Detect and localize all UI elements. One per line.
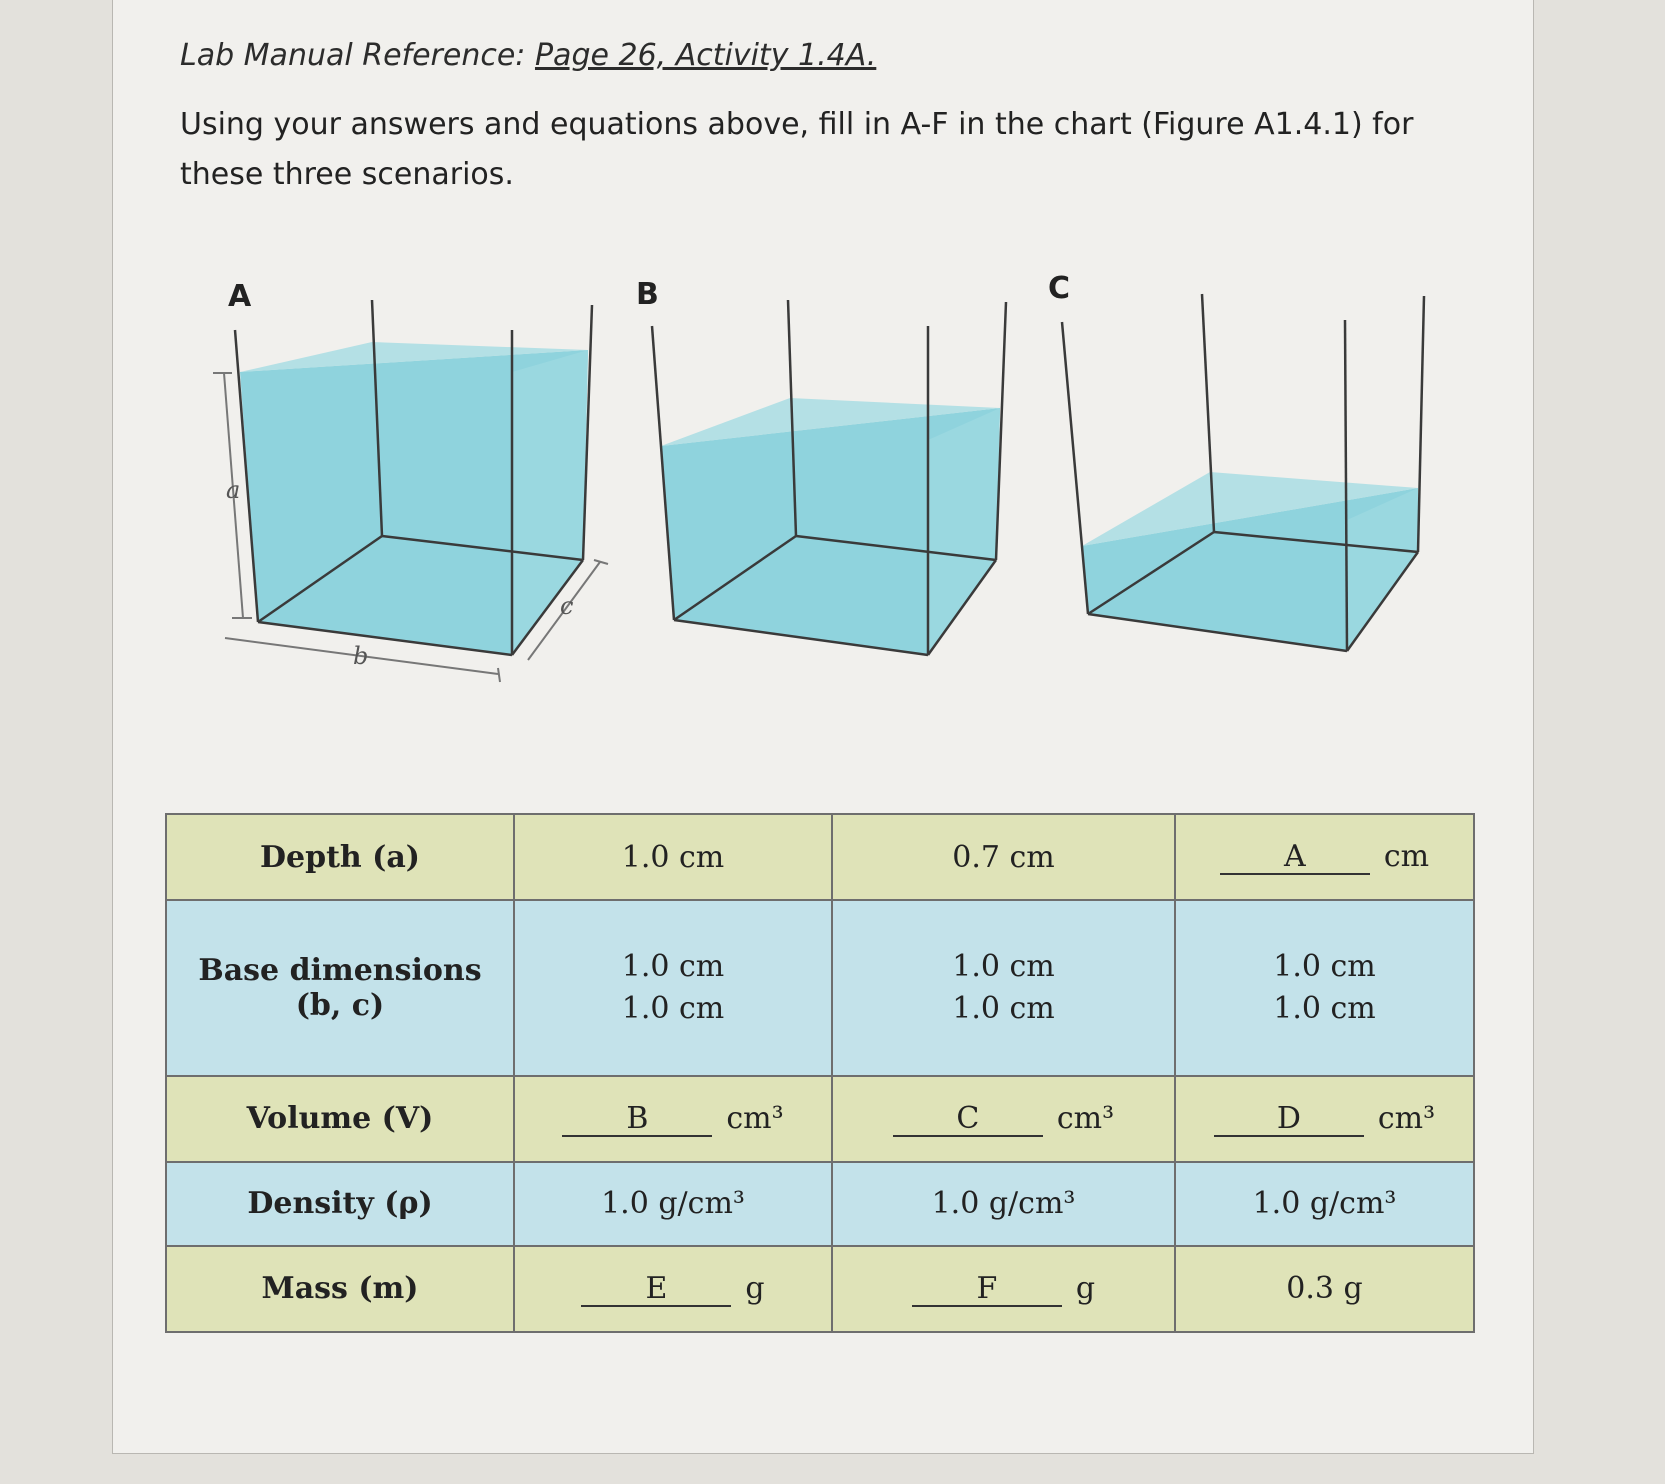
table-row-density — [166, 1162, 1474, 1246]
cell-line: 1.0 cm — [952, 948, 1055, 984]
unit-label: cm³ — [726, 1100, 784, 1136]
answer-cell-c — [832, 1076, 1175, 1162]
table-cell: 1.0 cm — [514, 814, 832, 900]
unit-label: g — [1075, 1270, 1096, 1306]
table-cell: 1.0 g/cm³ — [514, 1162, 832, 1246]
unit-label: cm³ — [1377, 1100, 1436, 1136]
answer-cell-e — [514, 1246, 832, 1332]
answer-blank-d[interactable]: D — [1214, 1102, 1364, 1137]
table-row-depth — [166, 814, 1474, 900]
row-label: Depth (a) — [166, 814, 514, 900]
row-label: Base dimensions (b, c) — [166, 900, 514, 1076]
table-cell: 0.7 cm — [832, 814, 1175, 900]
unit-label: cm³ — [1056, 1100, 1115, 1136]
row-label: Density (ρ) — [166, 1162, 514, 1246]
reference-prefix: Lab Manual Reference: — [180, 38, 526, 73]
table-cell — [1175, 900, 1474, 1076]
answer-blank-b[interactable]: B — [562, 1102, 712, 1137]
tank-b — [636, 277, 1006, 655]
cell-line: 1.0 cm — [952, 990, 1055, 1026]
cell-line: 1.0 cm — [1273, 990, 1376, 1026]
water-side-b — [928, 408, 1000, 655]
table-row-volume — [166, 1076, 1474, 1162]
dimension-label-c: c — [560, 592, 574, 620]
data-chart — [165, 813, 1475, 1333]
answer-cell-d — [1175, 1076, 1474, 1162]
table-cell: 1.0 g/cm³ — [1175, 1162, 1474, 1246]
tank-label-c: C — [1048, 271, 1071, 306]
tank-label-a: A — [228, 279, 252, 314]
answer-cell-f — [832, 1246, 1175, 1332]
answer-blank-e[interactable]: E — [581, 1272, 731, 1307]
tank-c — [1048, 271, 1424, 651]
row-label: Mass (m) — [166, 1246, 514, 1332]
dimension-label-a: a — [226, 476, 241, 504]
cell-line: 1.0 cm — [621, 948, 725, 984]
answer-blank-f[interactable]: F — [912, 1272, 1062, 1307]
instructions-text: Using your answers and equations above, fill in A-F in the chart (Figure A1.4.1) for these three scenarios. — [180, 107, 1414, 192]
table-row-mass — [166, 1246, 1474, 1332]
unit-label: g — [745, 1270, 765, 1306]
water-side-a — [512, 350, 588, 655]
answer-cell-a — [1175, 814, 1474, 900]
dimension-label-b: b — [353, 642, 369, 670]
answer-blank-c[interactable]: C — [893, 1102, 1043, 1137]
cell-line: 1.0 cm — [621, 990, 725, 1026]
table-cell: 1.0 g/cm³ — [832, 1162, 1175, 1246]
answer-blank-a[interactable]: A — [1220, 840, 1370, 875]
unit-label: cm — [1383, 839, 1430, 874]
table-cell — [832, 900, 1175, 1076]
cell-line: 1.0 cm — [1273, 948, 1376, 984]
answer-cell-b — [514, 1076, 832, 1162]
row-label: Volume (V) — [166, 1076, 514, 1162]
tank-a — [213, 279, 608, 682]
tank-label-b: B — [636, 277, 659, 312]
table-cell: 0.3 g — [1175, 1246, 1474, 1332]
reference-link[interactable]: Page 26, Activity 1.4A. — [534, 38, 877, 73]
table-cell — [514, 900, 832, 1076]
table-row-base — [166, 900, 1474, 1076]
